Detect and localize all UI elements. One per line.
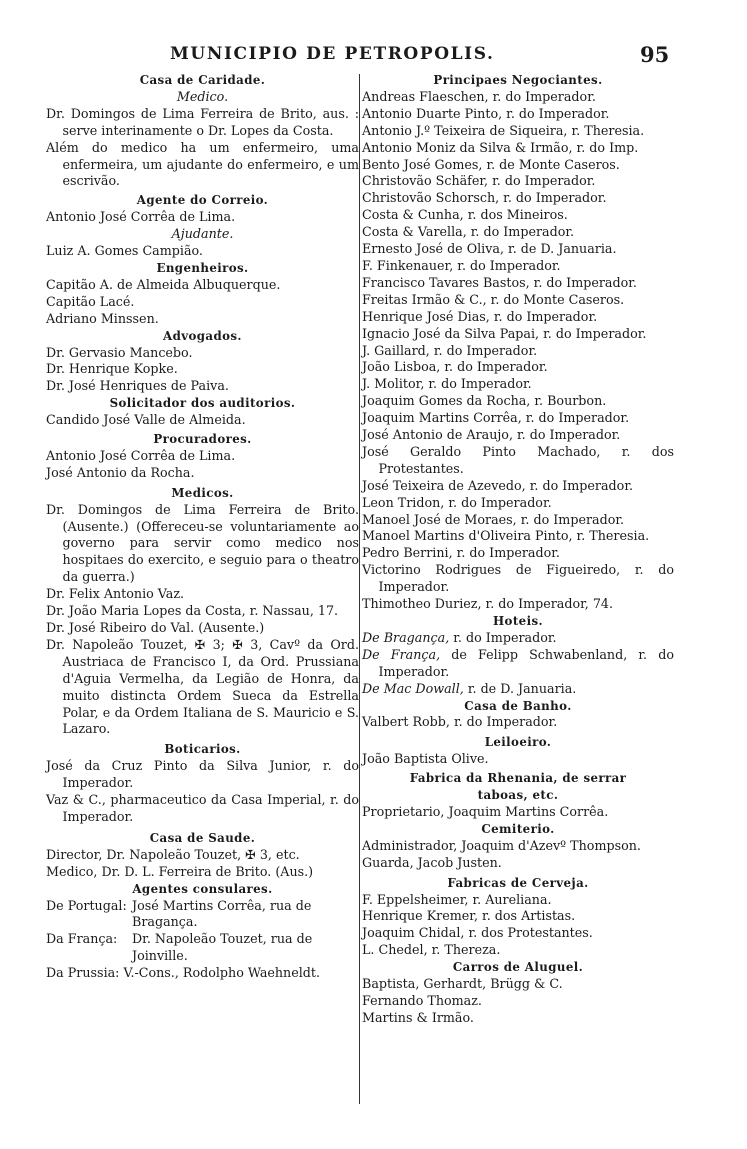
negociante-entry: Antonio Duarte Pinto, r. do Imperador. — [362, 105, 610, 121]
hotel-address: r. do Imperador. — [449, 629, 557, 645]
negociante-entry: Leon Tridon, r. do Imperador. — [362, 494, 552, 510]
negociante-entry: Manoel Martins d'Oliveira Pinto, r. Theresia. — [362, 528, 650, 544]
negociantes-list — [362, 89, 674, 613]
negociante-entry: Costa & Varella, r. do Imperador. — [362, 224, 575, 240]
negociante-entry: Andreas Flaeschen, r. do Imperador. — [362, 88, 596, 104]
section-heading-agentes-consulares: Agentes consulares. — [132, 881, 273, 896]
page-header — [0, 42, 747, 72]
negociante-entry: Bento José Gomes, r. de Monte Caseros. — [362, 156, 620, 172]
negociante-entry: Christovão Schorsch, r. do Imperador. — [362, 190, 607, 206]
negociante-entry: Ernesto José de Oliva, r. de D. Januaria. — [362, 241, 617, 257]
saude-medico: Medico, Dr. D. L. Ferreira de Brito. (Aus.) — [46, 863, 314, 879]
right-column — [362, 72, 674, 1027]
correio-ajudante: Luiz A. Gomes Campião. — [46, 243, 203, 259]
consul-text: Dr. Napoleão Touzet, rua de Joinville. — [132, 931, 313, 964]
section-heading-medicos: Medicos. — [171, 485, 234, 500]
leiloeiro-entry: João Baptista Olive. — [362, 751, 489, 767]
list-item: Dr. Gervasio Mancebo. — [46, 344, 193, 360]
list-item: Martins & Irmão. — [362, 1009, 474, 1025]
medico-entry: Dr. José Ribeiro do Val. (Ausente.) — [46, 620, 265, 635]
consul-prussia — [46, 965, 359, 982]
caridade-staff-note: Além do medico ha um enfermeiro, uma enfermeira, um ajudante do enfermeiro, e um escrivão. — [46, 139, 359, 189]
negociante-entry: Pedro Berrini, r. do Imperador. — [362, 545, 560, 561]
medico-entry: Dr. João Maria Lopes da Costa, r. Nassau, 17. — [46, 603, 339, 619]
caridade-medico-entry: Dr. Domingos de Lima Ferreira de Brito, aus. : serve interinamente o Dr. Lopes da Costa. — [46, 105, 359, 138]
list-item: Baptista, Gerhardt, Brügg & C. — [362, 976, 563, 992]
section-heading-procuradores: Procuradores. — [153, 432, 252, 447]
consul-franca — [46, 931, 359, 965]
banho-entry: Valbert Robb, r. do Imperador. — [362, 714, 558, 730]
negociante-entry: Joaquim Martins Corrêa, r. do Imperador. — [362, 410, 630, 426]
consul-text: V.-Cons., Rodolpho Waehneldt. — [123, 965, 321, 981]
negociante-entry: José Geraldo Pinto Machado, r. dos Protestantes. — [362, 443, 674, 476]
section-heading-agente-correio: Agente do Correio. — [136, 193, 269, 208]
correio-agent: Antonio José Corrêa de Lima. — [46, 209, 236, 225]
section-heading-solicitador: Solicitador dos auditorios. — [109, 396, 296, 411]
subheading-medico: Medico. — [176, 88, 229, 104]
list-item: José Antonio da Rocha. — [46, 464, 195, 480]
page-title: MUNICIPIO DE PETROPOLIS. — [170, 44, 495, 64]
cemiterio-guarda: Guarda, Jacob Justen. — [362, 854, 502, 870]
subheading-ajudante: Ajudante. — [171, 226, 234, 242]
list-item: L. Chedel, r. Thereza. — [362, 942, 501, 958]
negociante-entry: José Teixeira de Azevedo, r. do Imperador. — [362, 477, 634, 493]
list-item: Fernando Thomaz. — [362, 992, 482, 1008]
boticario-entry: Vaz & C., pharmaceutico da Casa Imperial, r. do Imperador. — [46, 792, 359, 824]
negociante-entry: Francisco Tavares Bastos, r. do Imperador. — [362, 274, 637, 290]
hotel-entry — [362, 647, 674, 681]
negociante-entry: João Lisboa, r. do Imperador. — [362, 359, 548, 375]
list-item: F. Eppelsheimer, r. Aureliana. — [362, 891, 552, 907]
list-item: Joaquim Chidal, r. dos Protestantes. — [362, 925, 593, 941]
section-heading-cemiterio: Cemiterio. — [481, 821, 555, 836]
negociante-entry: Costa & Cunha, r. dos Mineiros. — [362, 207, 568, 223]
section-heading-boticarios: Boticarios. — [164, 742, 241, 757]
negociante-entry: Joaquim Gomes da Rocha, r. Bourbon. — [362, 393, 607, 409]
section-heading-negociantes: Principaes Negociantes. — [433, 73, 603, 87]
page-number: 95 — [640, 42, 670, 67]
hotel-entry — [362, 630, 674, 647]
negociante-entry: Antonio J.º Teixeira de Siqueira, r. Theresia. — [362, 122, 645, 138]
section-heading-engenheiros: Engenheiros. — [156, 260, 249, 275]
solicitador-name: Candido José Valle de Almeida. — [46, 412, 246, 428]
negociante-entry: Thimotheo Duriez, r. do Imperador, 74. — [362, 596, 614, 612]
section-heading-fabrica-rhenania: Fabrica da Rhenania, de serrar taboas, etc. — [409, 771, 627, 803]
medico-entry: Dr. Felix Antonio Vaz. — [46, 586, 185, 602]
list-item: Adriano Minssen. — [46, 310, 159, 326]
hotel-address: de Felipp Schwabenland, r. do Imperador. — [378, 646, 674, 679]
consul-label: Da França: — [46, 931, 118, 947]
consul-portugal — [46, 898, 359, 932]
boticario-entry: José da Cruz Pinto da Silva Junior, r. do Imperador. — [46, 758, 359, 791]
column-divider — [359, 74, 360, 1104]
section-heading-carros-aluguel: Carros de Aluguel. — [452, 960, 584, 975]
consul-label: De Portugal: — [46, 897, 127, 913]
section-heading-casa-de-caridade: Casa de Caridade. — [139, 73, 266, 87]
saude-director: Director, Dr. Napoleão Touzet, ✠ 3, etc. — [46, 846, 300, 862]
list-item: Antonio José Corrêa de Lima. — [46, 447, 236, 463]
medico-entry: Dr. Domingos de Lima Ferreira de Brito. (Ausente.) (Offereceu-se voluntariamente ao governo para servir como medico nos hospitaes do exercito, e seguio para o theatro da guerra.) — [46, 501, 359, 585]
hotel-name: De França, — [362, 646, 441, 662]
consul-label: Da Prussia: — [46, 965, 120, 981]
hotel-entry — [362, 681, 674, 698]
negociante-entry: Ignacio José da Silva Papai, r. do Imperador. — [362, 325, 647, 341]
cemiterio-admin: Administrador, Joaquim d'Azevº Thompson. — [362, 837, 641, 853]
hotel-name: De Mac Dowall, — [362, 680, 464, 696]
list-item: Henrique Kremer, r. dos Artistas. — [362, 908, 576, 924]
negociante-entry: Henrique José Dias, r. do Imperador. — [362, 308, 598, 324]
hotel-address: r. de D. Januaria. — [463, 680, 577, 696]
list-item: Dr. José Henriques de Paiva. — [46, 378, 229, 394]
list-item: Capitão A. de Almeida Albuquerque. — [46, 276, 281, 292]
negociante-entry: F. Finkenauer, r. do Imperador. — [362, 257, 561, 273]
section-heading-casa-de-saude: Casa de Saude. — [149, 830, 256, 845]
negociante-entry: Freitas Irmão & C., r. do Monte Caseros. — [362, 291, 625, 307]
consul-text: José Martins Corrêa, rua de Bragança. — [132, 897, 312, 930]
negociante-entry: J. Molitor, r. do Imperador. — [362, 376, 532, 392]
hotel-name: De Bragança, — [362, 629, 450, 645]
section-heading-leiloeiro: Leiloeiro. — [484, 735, 552, 750]
section-heading-casa-de-banho: Casa de Banho. — [464, 698, 572, 713]
negociante-entry: Christovão Schäfer, r. do Imperador. — [362, 173, 596, 189]
negociante-entry: José Antonio de Araujo, r. do Imperador. — [362, 427, 621, 443]
negociante-entry: Manoel José de Moraes, r. do Imperador. — [362, 511, 625, 527]
negociante-entry: Victorino Rodrigues de Figueiredo, r. do Imperador. — [362, 562, 674, 595]
section-heading-fabricas-cerveja: Fabricas de Cerveja. — [447, 875, 589, 890]
medico-entry: Dr. Napoleão Touzet, ✠ 3; ✠ 3, Cavº da Ord. Austriaca de Francisco I, da Ord. Prussiana d'Aguia Vermelha, da Legião de Honra, da muito distincta Ordem Sueca da Estrella Polar, e da Ordem Italiana de S. Mauricio e S. Lazaro. — [46, 636, 359, 737]
section-heading-hoteis: Hoteis. — [493, 614, 543, 628]
left-column — [46, 72, 359, 982]
section-heading-advogados: Advogados. — [163, 328, 242, 343]
list-item: Dr. Henrique Kopke. — [46, 361, 178, 377]
list-item: Capitão Lacé. — [46, 293, 135, 309]
negociante-entry: J. Gaillard, r. do Imperador. — [362, 342, 538, 358]
rhenania-entry: Proprietario, Joaquim Martins Corrêa. — [362, 803, 609, 819]
negociante-entry: Antonio Moniz da Silva & Irmão, r. do Imp. — [362, 139, 639, 155]
